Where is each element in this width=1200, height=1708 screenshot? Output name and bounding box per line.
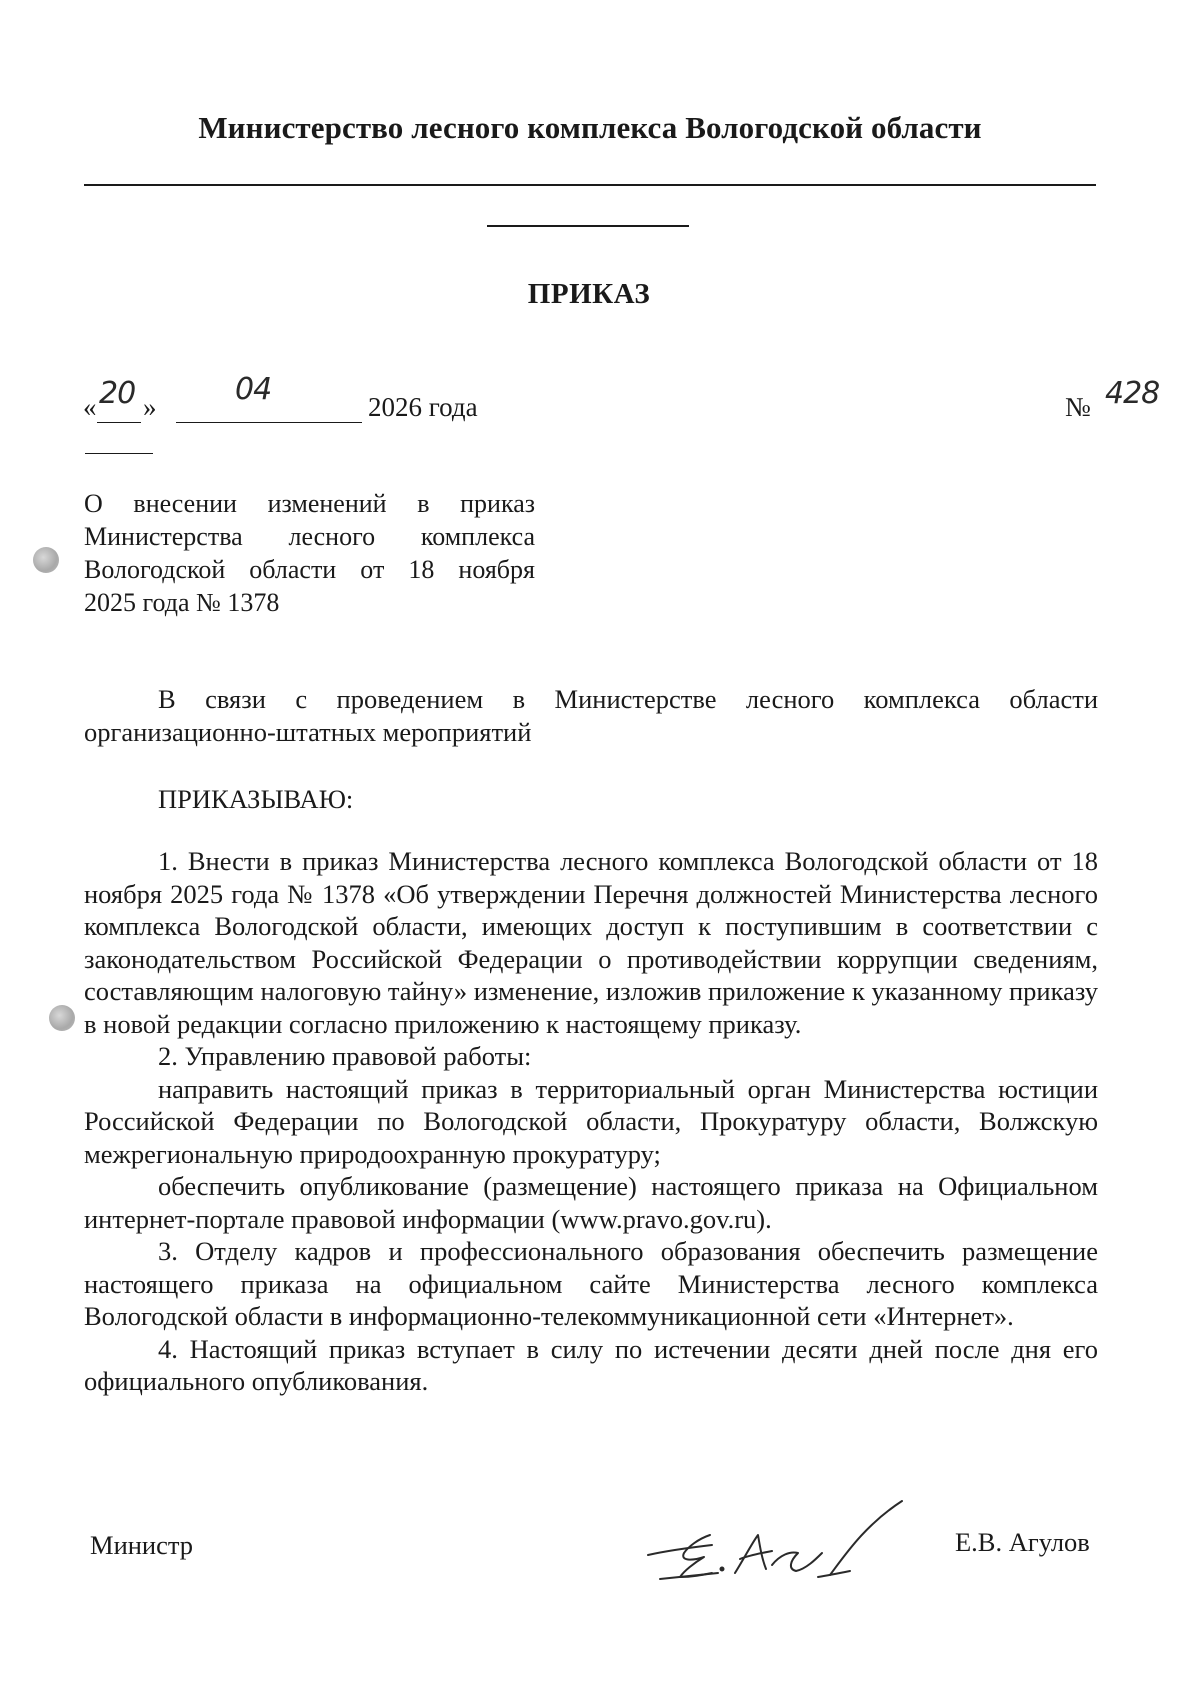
subject-line: Вологодской области от 18 ноября — [84, 555, 535, 584]
order-word-block — [84, 783, 1098, 816]
paragraph-4: 4. Настоящий приказ вступает в силу по истечении десяти дней после дня его официального опубликования. — [84, 1333, 1098, 1396]
number-sign: № — [1065, 392, 1091, 422]
handwritten-month: 04 — [235, 372, 272, 407]
order-number — [1065, 376, 1175, 432]
preamble-text: В связи с проведением в Министерстве лесного комплекса области организационно-штатных мероприятий — [84, 684, 1098, 747]
subject-line: Министерства лесного комплекса — [84, 522, 535, 551]
handwritten-day: 20 — [99, 376, 136, 411]
ministry-heading: Министерство лесного комплекса Вологодской области — [198, 110, 982, 145]
punch-hole — [49, 1005, 75, 1031]
close-quote: » — [143, 392, 157, 422]
handwritten-signature — [640, 1495, 910, 1590]
header-rule — [84, 184, 1096, 186]
paragraph-3: 3. Отделу кадров и профессионального образования обеспечить размещение настоящего приказа на официальном сайте Министерства лесного комплекса Вологодской области в информационно-телекоммуникационной сети «Интернет». — [84, 1236, 1098, 1331]
signer-position: Министр — [90, 1530, 194, 1560]
paragraph-1: 1. Внести в приказ Министерства лесного комплекса Вологодской области от 18 ноября 2025 года № 1378 «Об утверждении Перечня должностей Министерства лесного комплекса Вологодской области, имеющих доступ к поступившим в соответствии с законодательством Российской Федерации о противодействии коррупции сведениям, составляющим налоговую тайну» изменение, изложив приложение к указанному приказу в новой редакции согласно приложению к настоящему приказу. — [84, 846, 1098, 1039]
month-blank — [176, 422, 362, 423]
date-line — [83, 372, 553, 432]
order-word: ПРИКАЗЫВАЮ: — [158, 784, 354, 814]
year-text: 2026 года — [368, 392, 478, 422]
paragraph-2: 2. Управлению правовой работы: — [158, 1041, 532, 1071]
subject-block — [84, 487, 535, 619]
paragraph-2-item-b: обеспечить опубликование (размещение) настоящего приказа на Официальном интернет-портале правовой информации (www.pravo.gov.ru). — [84, 1171, 1098, 1234]
header-short-rule — [487, 225, 689, 227]
signer-name: Е.В. Агулов — [955, 1527, 1090, 1557]
day-blank — [97, 422, 141, 423]
document-title: ПРИКАЗ — [527, 278, 651, 310]
date-underline — [85, 453, 153, 454]
order-paragraphs — [84, 845, 1098, 1398]
punch-hole — [33, 547, 59, 573]
open-quote: « — [83, 392, 97, 422]
subject-line: 2025 года № 1378 — [84, 588, 280, 617]
subject-line: О внесении изменений в приказ — [84, 489, 535, 518]
paragraph-2-item-a: направить настоящий приказ в территориальный орган Министерства юстиции Российской Федерации по Вологодской области, Прокуратуру области, Волжскую межрегиональную природоохранную прокуратуру; — [84, 1073, 1098, 1169]
handwritten-number: 428 — [1105, 376, 1160, 411]
preamble-block — [84, 683, 1098, 748]
